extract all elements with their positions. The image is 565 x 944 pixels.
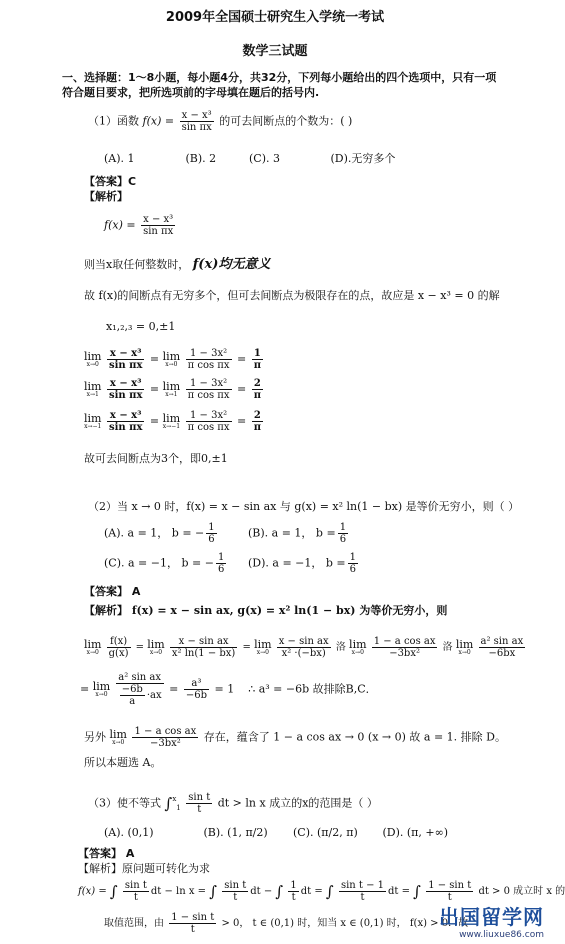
q2-option-b-text: (B). a = 1， b = <box>248 526 336 540</box>
lim-num: 1 − 3x² <box>186 378 232 390</box>
integral-sign: ∫ <box>109 882 118 901</box>
lim-symbol: lim x→−1 <box>84 411 102 430</box>
lim-frac <box>186 378 232 401</box>
eq-frac <box>277 636 331 659</box>
q1-option-b: (B). 2 <box>185 152 217 165</box>
q3-stem-post: dt > ln x 成立的x的范围是（ ） <box>217 796 378 810</box>
q3-last-line <box>104 912 468 935</box>
frac-den <box>116 684 164 707</box>
exam-title: 2009年全国硕士研究生入学统一考试 <box>165 10 385 25</box>
q3-answer: 【答案】 A <box>78 847 135 860</box>
eq-frac <box>184 678 209 701</box>
exam-subtitle: 数学三试题 <box>242 44 308 59</box>
frac-num: 1 − a cos ax <box>373 636 436 647</box>
q3-last-frac <box>169 912 216 935</box>
frac-den: 6 <box>339 534 347 545</box>
lim-den: π <box>253 422 262 433</box>
frac-num: −6b <box>121 684 143 695</box>
q1-fx: f(x) = <box>142 114 175 128</box>
eq-frac <box>372 636 438 659</box>
lim-sub: x→−1 <box>84 422 102 430</box>
q3-option-c: (C). (π/2, π) <box>293 826 358 839</box>
lim-den: sin πx <box>108 422 143 433</box>
q2-stem: （2）当 x → 0 时，f(x) = x − sin ax 与 g(x) = x² ln(1 − bx) 是等价无穷小，则（ ） <box>88 500 520 513</box>
lim-den: π <box>253 390 262 401</box>
frac-den: 6 <box>217 564 225 575</box>
frac-den: t <box>197 804 202 815</box>
q3-options <box>104 826 448 840</box>
frac-num: 1 − sin t <box>171 912 215 923</box>
lim-symbol: lim x→1 <box>162 379 181 398</box>
frac-num: x − sin ax <box>170 636 237 648</box>
q3-last-post: > 0， t ∈ (0,1) 时，知当 x ∈ (0,1) 时， f(x) > 0．故 <box>221 918 469 929</box>
frac-num: 1 − sin t <box>428 880 472 891</box>
lim-sub: x→0 <box>86 360 99 368</box>
integral-sign: ∫ <box>325 882 334 901</box>
eq-tail: dt > 0 成立时 x 的 <box>478 886 565 897</box>
lim-sub: x→0 <box>95 690 108 698</box>
lim-symbol: lim x→0 <box>147 637 165 656</box>
lim-frac <box>107 378 144 401</box>
lim-num: 2 <box>252 410 263 422</box>
q2-frac <box>216 552 226 575</box>
eq-frac <box>123 880 149 903</box>
lim-frac <box>107 410 144 433</box>
site-logo <box>439 901 544 940</box>
q1-frac-den: sin πx <box>181 122 212 133</box>
lim-symbol: lim x→0 <box>254 637 272 656</box>
lim-sub: x→0 <box>256 648 269 656</box>
q1-limit-1: lim x→0 $\frac{\text{x − x³}}{\text{sin πx}}$ = lim x→0 $\frac{\text{1 − 3x²}}{\text{π cos πx}}$ = $\frac{1}{\pi}$ <box>84 348 262 371</box>
frac-den: t <box>360 892 365 903</box>
lim-sub: x→1 <box>86 390 99 398</box>
lim-den: π cos πx <box>187 422 230 433</box>
frac-num: 1 − a cos ax <box>134 726 197 737</box>
eq-frac <box>339 880 386 903</box>
q1-option-c: (C). 3 <box>249 152 280 165</box>
q1-option-a: (A). 1 <box>104 152 135 165</box>
frac-den: −3bx² <box>149 738 181 749</box>
lim-sub: x→0 <box>165 360 178 368</box>
lim-sub: x→0 <box>351 648 364 656</box>
frac-den: −3bx² <box>389 648 420 659</box>
integral-sign: ∫ <box>164 794 173 813</box>
q3-stem <box>88 792 378 815</box>
frac-num: 1 <box>339 522 347 533</box>
q2-equation-1: lim x→0 $\frac{f(x)}{g(x)}$ = lim x→0 $\frac{\text{x − sin ax}}{\text{x² ln(1 − bx)}}$ = lim x→0 $\frac{\text{x − sin ax}}{\text{x² ·(−bx)}}$ 洛 lim x→0 $\frac{\text{1 − a cos ax}}{\text{−3bx²}}$ 洛 lim x→0 $\frac{\text{a² sin ax}}{-6bx}$ <box>84 636 524 659</box>
lim-den: π <box>253 360 262 371</box>
frac-den: 6 <box>208 534 215 545</box>
q1-limit-2: lim x→1 $\frac{\text{x − x³}}{\text{sin πx}}$ = lim x→1 $\frac{\text{1 − 3x²}}{\text{π cos πx}}$ = $\frac{2}{\pi}$ <box>84 378 262 401</box>
lim-frac <box>107 348 144 371</box>
q3-option-d: (D). (π, +∞) <box>382 826 449 839</box>
q2-line3-post: 存在，蕴含了 1 − a cos ax → 0 (x → 0) 故 a = 1. 排除 D。 <box>203 730 506 744</box>
eq-frac <box>170 636 237 659</box>
frac-den: t <box>190 924 195 935</box>
lim-sub: x→0 <box>86 648 99 656</box>
int-lower: 1 <box>176 804 181 812</box>
lim-symbol: lim x→0 <box>84 349 102 368</box>
lim-result <box>252 378 263 401</box>
q3-equation: f(x) = ∫ $\frac{\text{sin t}}{t}$ dt − ln x = ∫ $\frac{\text{sin t}}{t}$ dt − ∫ $\frac{1}{t}$ dt = ∫ $\frac{\text{sin t − 1}}{t}$ dt = ∫ $\frac{\text{1 − sin t}}{t}$ dt > 0 成立时 x 的 <box>78 880 565 903</box>
frac-num: f(x) <box>107 636 131 648</box>
q2-option-c-text: (C). a = −1， b = − <box>104 556 214 570</box>
q2-frac <box>338 522 348 545</box>
frac-den: x² ·(−bx) <box>281 648 326 659</box>
q1-fraction <box>180 110 214 133</box>
lim-num: x − x³ <box>107 410 144 422</box>
lim-symbol: lim x→0 <box>349 637 367 656</box>
q2-frac <box>348 552 358 575</box>
lim-frac <box>186 410 232 433</box>
frac-num: sin t <box>224 880 247 891</box>
q1-option-d: (D).无穷多个 <box>330 152 396 165</box>
q2-line3-frac <box>132 726 198 749</box>
section-heading-line1: 一、选择题：1～8小题，每小题4分，共32分，下列每小题给出的四个选项中，只有一项 <box>62 71 497 84</box>
int-upper: x <box>172 795 177 803</box>
q1-options <box>104 152 395 166</box>
eq-equals: = <box>80 682 90 696</box>
q1-line2: 故 f(x)的间断点有无穷多个，但可去间断点为极限存在的点，故应是 x − x³ = 0 的解 <box>84 289 500 302</box>
lim-symbol: lim x→−1 <box>162 411 181 430</box>
q2-analysis-text: 【解析】 f(x) = x − sin ax, g(x) = x² ln(1 − bx) 为等价无穷小，则 <box>84 604 448 617</box>
lim-symbol: lim x→0 <box>162 349 181 368</box>
frac-num: 1 <box>290 880 297 891</box>
lim-result <box>252 410 263 433</box>
lim-sub: x→0 <box>112 738 125 746</box>
q2-option-a <box>104 522 219 545</box>
frac-num: a² sin ax <box>480 636 524 647</box>
integral-sign: ∫ <box>413 882 421 901</box>
lim-den: sin πx <box>108 390 143 401</box>
lim-den: π cos πx <box>187 390 230 401</box>
q1-line1-text: 则当x取任何整数时， <box>84 258 190 271</box>
q2-result: ∴ a³ = −6b 故排除B,C． <box>248 682 377 696</box>
lim-num: 1 <box>252 348 263 360</box>
q2-line3 <box>84 726 506 749</box>
eq-frac <box>288 880 298 903</box>
lim-sub: x→0 <box>149 648 163 656</box>
lim-symbol: lim x→0 <box>92 679 111 698</box>
frac-den: g(x) <box>108 648 129 659</box>
q1-limit-3: lim x→−1 $\frac{\text{x − x³}}{\text{sin πx}}$ = lim x→−1 $\frac{\text{1 − 3x²}}{\text{π cos πx}}$ = $\frac{2}{\pi}$ <box>84 410 262 433</box>
q3-option-a: (A). (0,1) <box>104 826 154 839</box>
frac-num: 1 <box>217 552 225 563</box>
q2-option-a-text: (A). a = 1， b = − <box>104 526 205 540</box>
frac-den: 6 <box>349 564 357 575</box>
q2-option-d-text: (D). a = −1， b = <box>248 556 346 570</box>
q1-stem <box>88 110 352 133</box>
frac-num: a² sin ax <box>116 672 164 684</box>
frac-den: t <box>447 892 452 903</box>
lim-num: x − x³ <box>107 348 144 360</box>
eq-complex-frac <box>116 672 164 707</box>
lhopital-mark: 洛 <box>335 642 346 653</box>
q1-answer: 【答案】C <box>84 175 137 188</box>
q2-equation-2: = lim x→0 a² sin ax $\frac{-6b}{a}$ ·ax = $\frac{\text{a³}}{-6b}$ = 1 ∴ a³ = −6b 故排除B,C． <box>80 672 377 707</box>
lim-num: 1 − 3x² <box>186 348 232 360</box>
q3-stem-pre: （3）使不等式 <box>88 796 161 810</box>
q2-analysis <box>84 604 447 618</box>
lim-symbol: lim x→0 <box>84 637 102 656</box>
lim-den: π cos πx <box>187 360 230 371</box>
eq-frac <box>426 880 473 903</box>
frac-den: x² ln(1 − bx) <box>171 648 236 659</box>
frac-den: −6b <box>185 690 207 701</box>
q2-conclusion: 所以本题选 A。 <box>84 756 162 769</box>
lim-sub: x→0 <box>458 648 471 656</box>
integral-sign: ∫ <box>275 882 284 901</box>
q1-analysis-label: 【解析】 <box>84 190 128 203</box>
eq-tail: = 1 <box>214 682 235 696</box>
q1-function-def <box>104 214 177 237</box>
q3-int-frac <box>186 792 212 815</box>
logo-text: 出国留学网 <box>439 905 544 929</box>
q1-line1-bold: f(x)均无意义 <box>192 257 271 272</box>
q1-def-fx: f(x) = <box>104 218 136 232</box>
section-heading-line2: 符合题目要求，把所选项前的字母填在题后的括号内. <box>62 86 320 99</box>
q2-frac <box>206 522 216 545</box>
lhopital-mark: 洛 <box>442 642 453 653</box>
integral-sign: ∫ <box>209 882 218 901</box>
frac-tail: ·ax <box>146 690 162 701</box>
q2-answer: 【答案】 A <box>84 585 141 598</box>
q1-def-den: sin πx <box>143 226 174 237</box>
eq-frac <box>107 636 131 659</box>
q3-last-pre: 取值范围，由 <box>104 918 164 929</box>
frac-num: sin t <box>124 880 147 891</box>
q1-conclusion: 故可去间断点为3个，即0,±1 <box>84 452 228 465</box>
logo-url: www.liuxue86.com <box>459 930 544 940</box>
eq-frac <box>479 636 526 659</box>
lim-num: x − x³ <box>107 378 144 390</box>
q1-stem-post: 的可去间断点的个数为：( ) <box>219 114 353 128</box>
lim-sub: x→1 <box>165 390 178 398</box>
frac-num: x − sin ax <box>278 636 329 647</box>
q1-def-fraction <box>141 214 175 237</box>
lim-sub: x→−1 <box>162 422 181 430</box>
q1-line1 <box>84 258 270 272</box>
q1-frac-num: x − x³ <box>180 110 214 122</box>
q3-analysis: 【解析】原问题可转化为求 <box>78 862 210 875</box>
q2-option-b <box>248 522 350 545</box>
q2-option-c <box>104 552 228 575</box>
lim-frac <box>186 348 232 371</box>
section-heading <box>62 70 532 100</box>
lim-symbol: lim x→1 <box>84 379 102 398</box>
frac-num: 1 <box>349 552 357 563</box>
lim-symbol: lim x→0 <box>455 637 474 656</box>
frac-den: −6bx <box>488 648 516 659</box>
q1-roots: x₁,₂,₃ = 0,±1 <box>106 320 176 333</box>
frac-num: sin t − 1 <box>340 880 385 891</box>
lim-num: 1 − 3x² <box>186 410 232 422</box>
lim-symbol: lim x→0 <box>109 727 127 746</box>
q2-line3-pre: 另外 <box>84 730 106 744</box>
frac-den: a <box>129 696 136 707</box>
q1-stem-pre: （1）函数 <box>88 114 139 128</box>
frac-num: a³ <box>184 678 209 690</box>
frac-num: 1 <box>208 522 215 533</box>
q2-option-d <box>248 552 360 575</box>
eq-frac <box>222 880 248 903</box>
eq-lead: f(x) = <box>78 886 107 897</box>
frac-den: t <box>133 892 138 903</box>
lim-result <box>252 348 263 371</box>
frac-den: t <box>233 892 238 903</box>
q1-def-num: x − x³ <box>141 214 175 226</box>
frac-den: t <box>291 892 296 903</box>
frac-num: sin t <box>188 792 211 803</box>
lim-num: 2 <box>252 378 263 390</box>
lim-den: sin πx <box>108 360 143 371</box>
q3-option-b: (B). (1, π/2) <box>203 826 268 839</box>
inner-frac <box>120 684 145 707</box>
